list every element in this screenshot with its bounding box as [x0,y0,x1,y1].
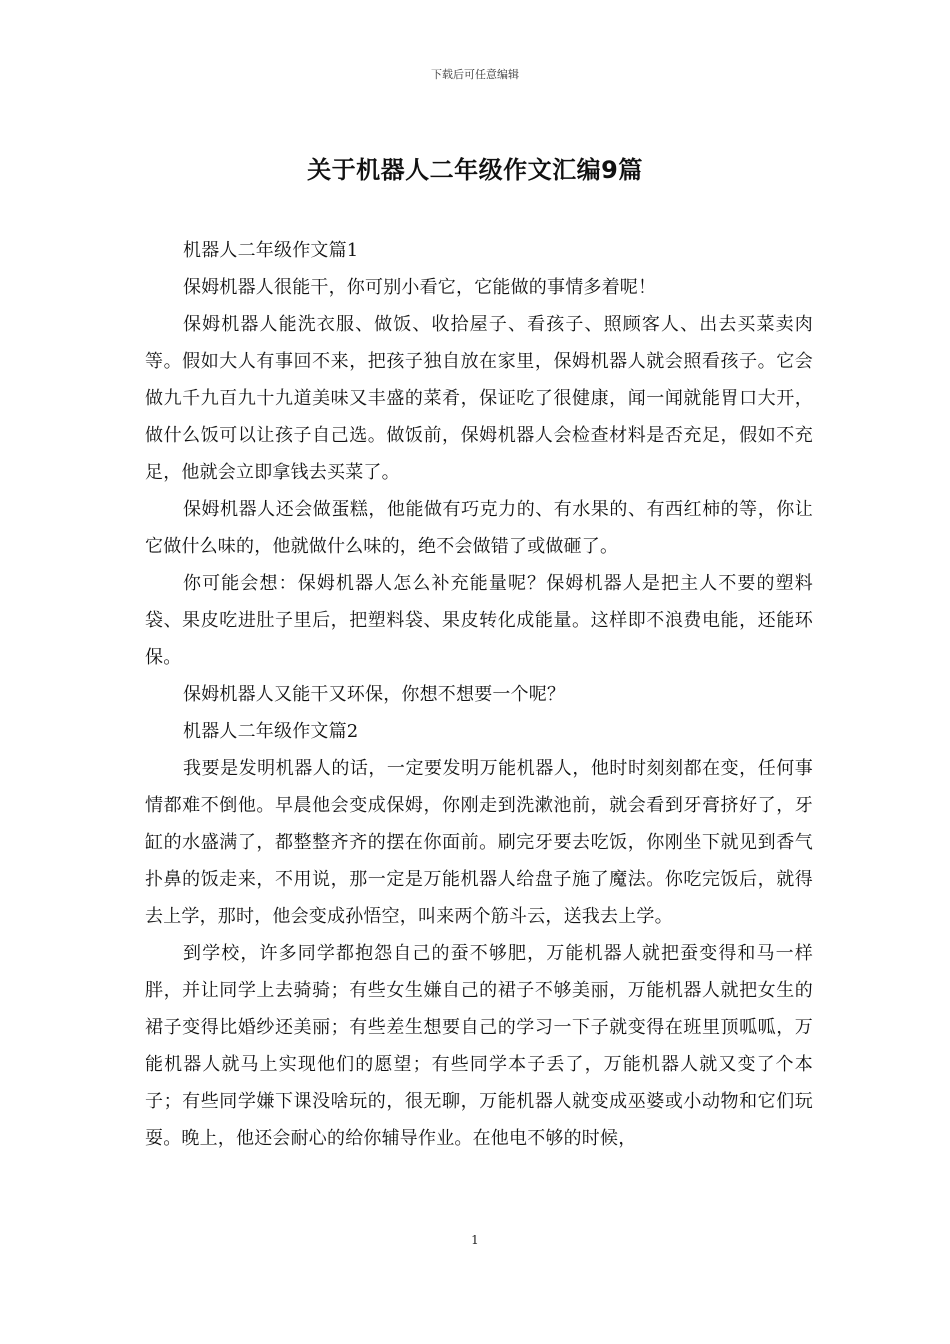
paragraph: 你可能会想：保姆机器人怎么补充能量呢？保姆机器人是把主人不要的塑料袋、果皮吃进肚子里后，把塑料袋、果皮转化成能量。这样即不浪费电能，还能环保。 [145,573,813,668]
paragraph: 我要是发明机器人的话，一定要发明万能机器人，他时时刻刻都在变，任何事情都难不倒他。早晨他会变成保姆，你刚走到洗漱池前，就会看到牙膏挤好了，牙缸的水盛满了，都整整齐齐的摆在你面前。刷完牙要去吃饭，你刚坐下就见到香气扑鼻的饭走来，不用说，那一定是万能机器人给盘子施了魔法。你吃完饭后，就得去上学，那时，他会变成孙悟空，叫来两个筋斗云，送我去上学。 [145,758,813,927]
section-heading-2: 机器人二年级作文篇2 [183,721,359,742]
paragraph: 保姆机器人还会做蛋糕，他能做有巧克力的、有水果的、有西红柿的等，你让它做什么味的，他就做什么味的，绝不会做错了或做砸了。 [145,499,813,557]
paragraph: 保姆机器人又能干又环保，你想不想要一个呢？ [183,684,566,705]
section-heading-1: 机器人二年级作文篇1 [183,240,359,261]
header-note: 下载后可任意编辑 [431,68,519,81]
paragraph: 到学校，许多同学都抱怨自己的蚕不够肥，万能机器人就把蚕变得和马一样胖，并让同学上去骑骑；有些女生嫌自己的裙子不够美丽，万能机器人就把女生的裙子变得比婚纱还美丽；有些差生想要自己的学习一下子就变得在班里顶呱呱，万能机器人就马上实现他们的愿望；有些同学本子丢了，万能机器人就又变了个本子；有些同学嫌下课没啥玩的，很无聊，万能机器人就变成巫婆或小动物和它们玩耍。晚上，他还会耐心的给你辅导作业。在他电不够的时候， [145,943,813,1149]
paragraph: 保姆机器人很能干，你可别小看它，它能做的事情多着呢！ [183,277,657,298]
page-number: 1 [471,1233,479,1247]
document-title: 关于机器人二年级作文汇编9篇 [307,156,643,184]
paragraph: 保姆机器人能洗衣服、做饭、收拾屋子、看孩子、照顾客人、出去买菜卖肉等。假如大人有事回不来，把孩子独自放在家里，保姆机器人就会照看孩子。它会做九千九百九十九道美味又丰盛的菜肴，保证吃了很健康，闻一闻就能胃口大开，做什么饭可以让孩子自己选。做饭前，保姆机器人会检查材料是否充足，假如不充足，他就会立即拿钱去买菜了。 [145,314,813,483]
document-body [145,232,813,1157]
